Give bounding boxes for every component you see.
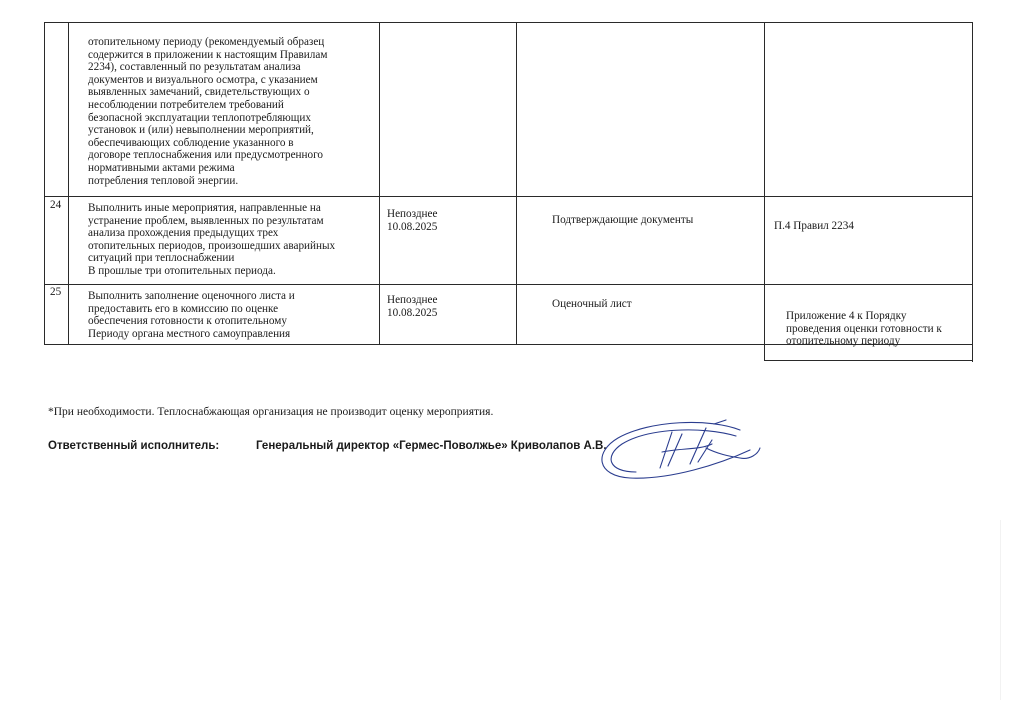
responsible-label: Ответственный исполнитель:	[48, 440, 220, 452]
table-rule	[44, 22, 45, 344]
table-rule	[516, 22, 517, 344]
table-rule	[972, 22, 973, 362]
handwritten-signature	[590, 414, 770, 494]
table-rule	[44, 284, 972, 285]
table-cell-task: Выполнить иные мероприятия, направленные на устранение проблем, выявленных по результатам анализа прохождения предыдущих трех отопительных периодов, произошедших аварийных ситуаций при теплоснабжении В прошлые три отопительных периода.	[88, 202, 336, 277]
table-rule	[764, 22, 765, 360]
table-rule	[764, 360, 972, 361]
responsible-person: Генеральный директор «Гермес-Поволжье» Криволапов А.В.	[256, 440, 607, 452]
table-rule	[44, 196, 379, 197]
table-rule	[68, 22, 69, 344]
row-number: 24	[50, 199, 62, 211]
requirements-table	[44, 22, 972, 362]
table-cell-documents: Подтверждающие документы	[552, 214, 694, 226]
scan-artifact	[1000, 520, 1001, 700]
table-rule	[44, 22, 972, 23]
table-cell-documents: Оценочный лист	[552, 298, 632, 310]
table-cell-task: отопительному периоду (рекомендуемый образец содержится в приложении к настоящим Правилам 2234), составленный по результатам анализа документов и визуального осмотра, с указанием выявленных замечаний, свидетельствующих о несоблюдении потребителем требований безопасной эксплуатации теплопотребляющих установок и (или) невыполнении мероприятий, обеспечивающих соблюдение указанного в договоре теплоснабжения или предусмотренного нормативными актами режима потребления тепловой энергии.	[88, 36, 328, 187]
table-cell-deadline: Непозднее 10.08.2025	[387, 208, 438, 233]
table-cell-task: Выполнить заполнение оценочного листа и предоставить его в комиссию по оценке обеспечения готовности к отопительному Периоду органа местного самоуправления	[88, 290, 295, 340]
table-rule	[379, 196, 972, 197]
table-cell-basis: Приложение 4 к Порядку проведения оценки готовности к отопительному периоду	[786, 310, 942, 348]
row-number: 25	[50, 286, 62, 298]
footnote: *При необходимости. Теплоснабжающая организация не производит оценку мероприятия.	[48, 406, 494, 418]
table-cell-basis: П.4 Правил 2234	[774, 220, 854, 232]
table-rule	[379, 22, 380, 344]
table-cell-deadline: Непозднее 10.08.2025	[387, 294, 438, 319]
